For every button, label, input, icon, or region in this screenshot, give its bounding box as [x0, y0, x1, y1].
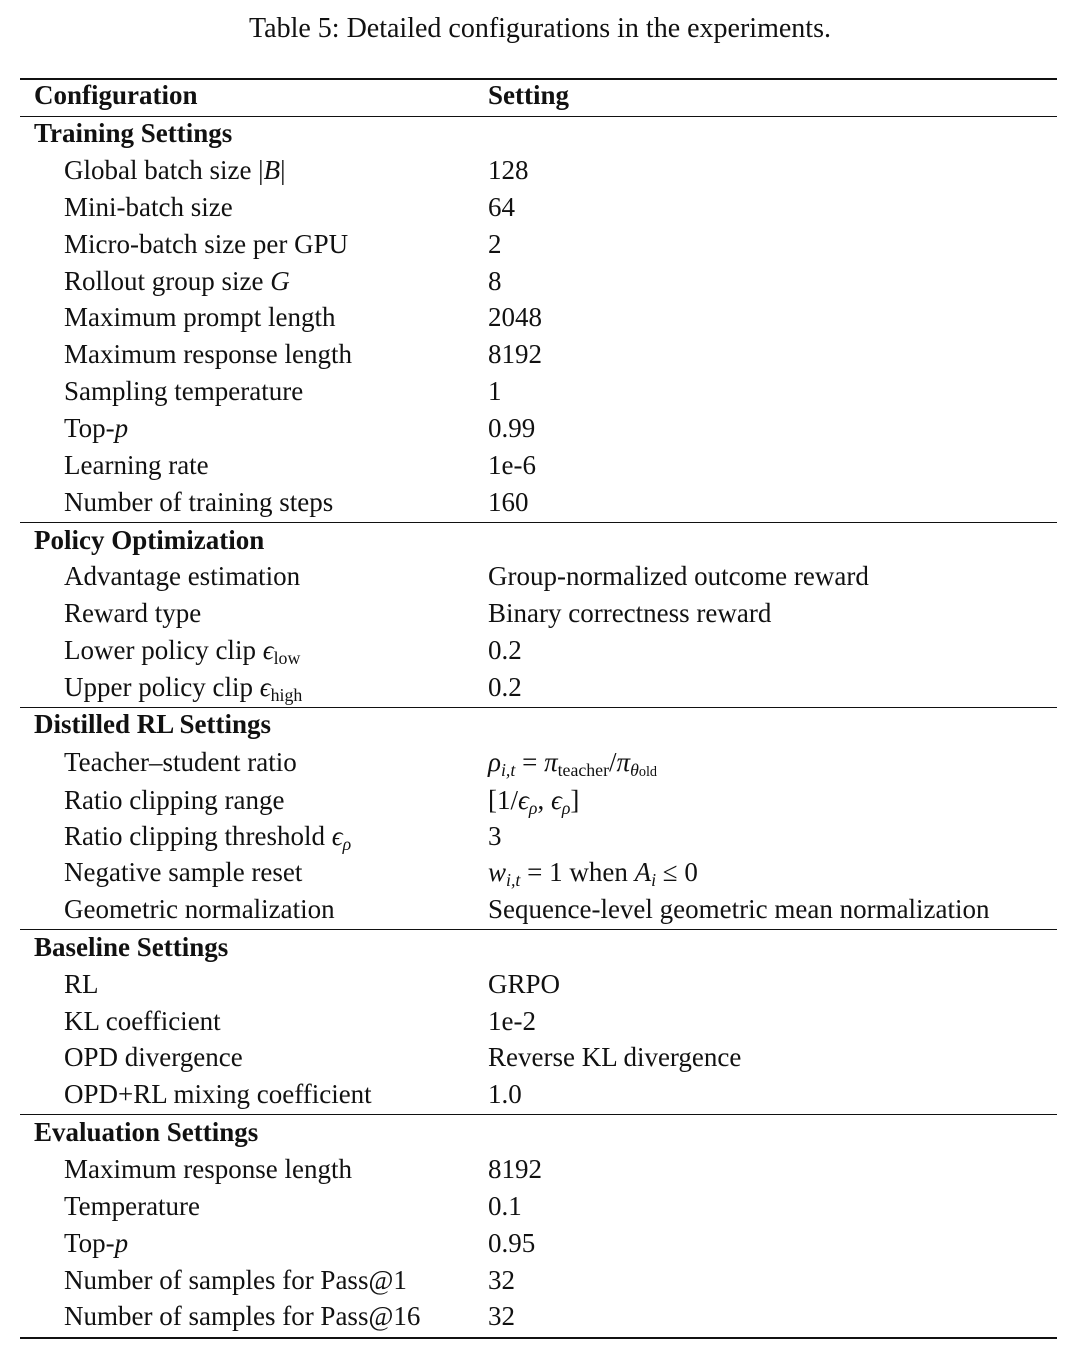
config-cell: Maximum prompt length [64, 302, 336, 332]
setting-cell: [$1/\epsilon_\rho$, $\epsilon_\rho$] [488, 785, 580, 818]
table-row [0, 263, 1080, 300]
table-row [0, 1003, 1080, 1040]
setting-cell: 64 [488, 192, 515, 222]
setting-cell: 8 [488, 266, 502, 296]
header-configuration: Configuration [34, 80, 198, 110]
config-cell: Maximum response length [64, 1154, 352, 1184]
setting-cell: Binary correctness reward [488, 598, 772, 628]
setting-cell: $\rho_{i,t} = \pi_{teacher}/\pi_{\theta old}$ [488, 747, 658, 780]
section-title-evaluation [0, 1114, 1080, 1151]
setting-cell: Sequence-level geometric mean normalization [488, 894, 990, 924]
setting-cell: 32 [488, 1265, 515, 1295]
config-cell: Negative sample reset [64, 857, 303, 887]
config-cell: KL coefficient [64, 1006, 221, 1036]
table-row [0, 410, 1080, 447]
setting-cell: 1.0 [488, 1079, 522, 1109]
config-cell: Upper policy clip $\epsilon_{high}$ [64, 672, 303, 705]
table-row [0, 189, 1080, 226]
setting-cell: 1e-2 [488, 1006, 536, 1036]
config-cell: Global batch size |B| [64, 155, 286, 185]
table-row [0, 1262, 1080, 1299]
config-cell: Ratio clipping range [64, 785, 285, 815]
table-row [0, 1151, 1080, 1188]
section-title-text: Baseline Settings [34, 932, 229, 962]
setting-cell: 0.99 [488, 413, 536, 443]
section-title-training [0, 115, 1080, 152]
setting-cell: 2048 [488, 302, 542, 332]
section-title-text: Distilled RL Settings [34, 709, 272, 739]
config-cell: RL [64, 969, 99, 999]
config-cell: Reward type [64, 598, 202, 628]
config-cell: Maximum response length [64, 339, 352, 369]
config-cell: OPD+RL mixing coefficient [64, 1079, 372, 1109]
config-cell: Top-p [64, 413, 129, 443]
table-row [0, 595, 1080, 632]
setting-cell: 0.95 [488, 1228, 536, 1258]
setting-cell: 3 [488, 821, 502, 851]
section-title-text: Policy Optimization [34, 525, 265, 555]
setting-cell: 8192 [488, 1154, 542, 1184]
table-row [0, 226, 1080, 263]
table-row [0, 558, 1080, 595]
table-row [0, 1225, 1080, 1262]
config-cell: Learning rate [64, 450, 209, 480]
setting-cell: Reverse KL divergence [488, 1042, 742, 1072]
config-cell: Teacher–student ratio [64, 747, 297, 777]
table-row [0, 782, 1080, 819]
header-setting: Setting [488, 80, 569, 110]
config-cell: Number of samples for Pass@16 [64, 1301, 421, 1331]
config-cell: Micro-batch size per GPU [64, 229, 349, 259]
config-cell: Number of samples for Pass@1 [64, 1265, 407, 1295]
table-row [0, 632, 1080, 669]
table-row [0, 1298, 1080, 1335]
setting-cell: 2 [488, 229, 502, 259]
section-title-text: Evaluation Settings [34, 1117, 259, 1147]
table-row [0, 1188, 1080, 1225]
setting-cell: 8192 [488, 339, 542, 369]
table-row [0, 299, 1080, 336]
table-row [0, 152, 1080, 189]
config-cell: Top-p [64, 1228, 129, 1258]
section-title-text: Training Settings [34, 118, 233, 148]
config-cell: Rollout group size G [64, 266, 290, 296]
section-title-baseline [0, 929, 1080, 966]
setting-cell: 128 [488, 155, 529, 185]
table-header-row [0, 77, 1080, 114]
table-row [0, 854, 1080, 891]
table-row [0, 484, 1080, 521]
table-row [0, 891, 1080, 928]
config-cell: Advantage estimation [64, 561, 301, 591]
table-row [0, 966, 1080, 1003]
table-caption: Table 5: Detailed configurations in the experiments. [249, 13, 831, 44]
config-cell: Number of training steps [64, 487, 334, 517]
config-cell: Temperature [64, 1191, 201, 1221]
table-row [0, 818, 1080, 855]
config-cell: Lower policy clip $\epsilon_{low}$ [64, 635, 301, 668]
setting-cell: $w_{i,t} = 1$ when $A_i \le 0$ [488, 857, 698, 890]
setting-cell: 1 [488, 376, 502, 406]
table-row [0, 447, 1080, 484]
setting-cell: GRPO [488, 969, 561, 999]
setting-cell: 32 [488, 1301, 515, 1331]
setting-cell: 1e-6 [488, 450, 536, 480]
setting-cell: 0.2 [488, 672, 522, 702]
table-row [0, 373, 1080, 410]
config-cell: Sampling temperature [64, 376, 304, 406]
bottom-rule [20, 1337, 1057, 1339]
table-row [0, 336, 1080, 373]
table-row [0, 1039, 1080, 1076]
setting-cell: Group-normalized outcome reward [488, 561, 869, 591]
config-cell: Geometric normalization [64, 894, 335, 924]
section-title-policy [0, 522, 1080, 559]
table-row [0, 669, 1080, 706]
setting-cell: 0.2 [488, 635, 522, 665]
section-title-distilled [0, 706, 1080, 743]
setting-cell: 160 [488, 487, 529, 517]
config-cell: Ratio clipping threshold $\epsilon_\rho$ [64, 821, 352, 854]
setting-cell: 0.1 [488, 1191, 522, 1221]
config-cell: OPD divergence [64, 1042, 243, 1072]
config-cell: Mini-batch size [64, 192, 233, 222]
table-row [0, 744, 1080, 781]
table-row [0, 1076, 1080, 1113]
